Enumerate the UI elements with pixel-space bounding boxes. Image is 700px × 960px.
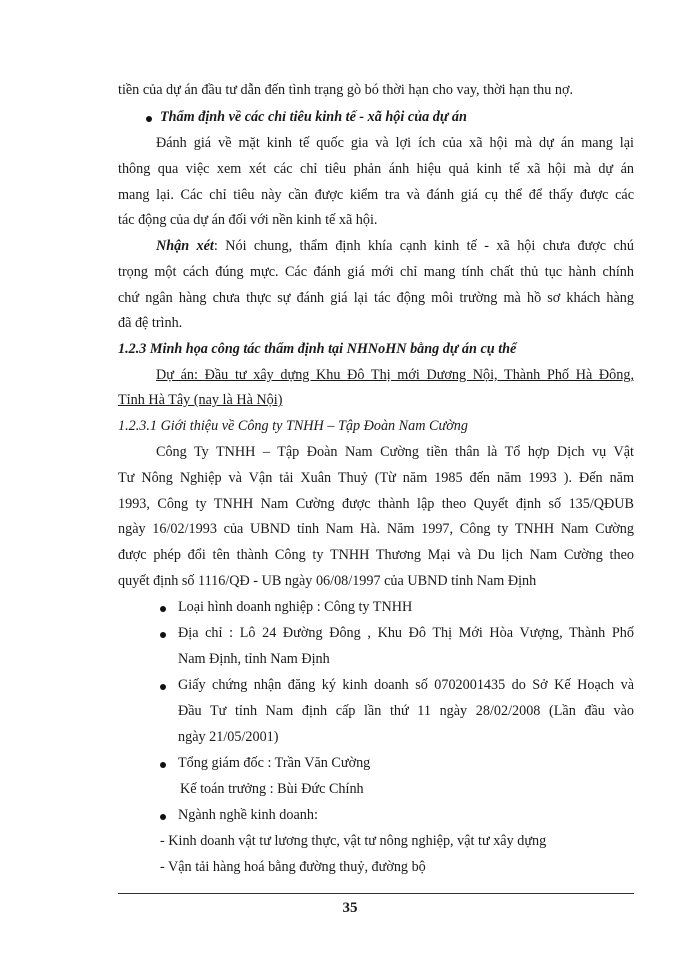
paragraph-line: đã đệ trình.: [118, 315, 183, 331]
list-item-continuation: ngày 21/05/2001): [178, 729, 279, 745]
paragraph-line: Công Ty TNHH – Tập Đoàn Nam Cường tiền thân là Tổ hợp Dịch vụ Vật: [156, 444, 634, 460]
bullet-icon: [160, 814, 166, 820]
subsubsection-heading: 1.2.3.1 Giới thiệu về Công ty TNHH – Tập Đoàn Nam Cường: [118, 418, 468, 434]
footer-divider: [118, 893, 634, 894]
bullet-icon: [146, 116, 152, 122]
list-item-continuation: Nam Định, tỉnh Nam Định: [178, 651, 330, 667]
dash-item: - Kinh doanh vật tư lương thực, vật tư nông nghiệp, vật tư xây dựng: [160, 833, 547, 849]
bullet-icon: [160, 606, 166, 612]
list-item-continuation: Kế toán trưởng : Bùi Đức Chính: [180, 781, 364, 797]
paragraph-line: thông qua việc xem xét các chỉ tiêu phản ánh hiệu quả kinh tế xã hội mà dự án: [118, 161, 634, 177]
paragraph-line: quyết định số 1116/QĐ - UB ngày 06/08/1997 của UBND tỉnh Nam Định: [118, 573, 537, 589]
paragraph-line: mang lại. Các chỉ tiêu này cần được kiểm tra và đánh giá cụ thể để thấy được các: [118, 187, 634, 203]
list-item: Giấy chứng nhận đăng ký kinh doanh số 0702001435 do Sở Kế Hoạch và: [178, 677, 634, 693]
list-item: Ngành nghề kinh doanh:: [178, 807, 318, 823]
paragraph-line: 1993, Công ty TNHH Nam Cường được thành lập theo Quyết định số 135/QĐUB: [118, 496, 634, 512]
paragraph-line: tác động của dự án đối với nền kinh tế xã hội.: [118, 212, 378, 228]
paragraph-line: tiền của dự án đầu tư dẫn đến tình trạng gò bó thời hạn cho vay, thời hạn thu nợ.: [118, 82, 574, 98]
list-item-continuation: Đầu Tư tỉnh Nam định cấp lần thứ 11 ngày 28/02/2008 (Lần đầu vào: [178, 703, 634, 719]
section-heading: Thẩm định về các chỉ tiêu kinh tế - xã hội của dự án: [160, 109, 467, 125]
project-title-line: Tỉnh Hà Tây (nay là Hà Nội): [118, 392, 283, 408]
paragraph-line: Đánh giá về mặt kinh tế quốc gia và lợi ích của xã hội mà dự án mang lại: [156, 135, 634, 151]
bullet-icon: [160, 632, 166, 638]
paragraph-line: trọng một cách đúng mực. Các đánh giá mới chỉ mang tính chất thủ tục hành chính: [118, 264, 634, 280]
paragraph-line: chứ ngân hàng chưa thực sự đánh giá lại tác động môi trường mà hồ sơ khách hàng: [118, 290, 634, 306]
bullet-icon: [160, 762, 166, 768]
dash-item: - Vận tải hàng hoá bằng đường thuỷ, đường bộ: [160, 859, 426, 875]
subsection-heading: 1.2.3 Minh họa công tác thẩm định tại NHNoHN bằng dự án cụ thể: [118, 341, 517, 357]
remark-line: [118, 237, 634, 255]
page-number: 35: [342, 900, 358, 916]
paragraph-line: ngày 16/02/1993 của UBND tỉnh Nam Hà. Năm 1997, Công ty TNHH Nam Cường: [118, 521, 634, 537]
paragraph-line: Tư Nông Nghiệp và Vận tải Xuân Thuỷ (Từ năm 1985 đến năm 1993 ). Đến năm: [118, 470, 634, 486]
list-item: Tổng giám đốc : Trần Văn Cường: [178, 755, 371, 771]
list-item: Địa chỉ : Lô 24 Đường Đông , Khu Đô Thị Mới Hòa Vượng, Thành Phố: [178, 625, 634, 641]
remark-text: : Nói chung, thẩm định khía cạnh kinh tế - xã hội chưa được chú: [213, 238, 634, 254]
paragraph-line: được phép đổi tên thành Công ty TNHH Thương Mại và Du lịch Nam Cường theo: [118, 547, 634, 563]
remark-label: Nhận xét: [156, 238, 214, 254]
list-item: Loại hình doanh nghiệp : Công ty TNHH: [178, 599, 413, 615]
project-title-line: Dự án: Đầu tư xây dựng Khu Đô Thị mới Dương Nội, Thành Phố Hà Đông,: [156, 367, 634, 383]
bullet-icon: [160, 684, 166, 690]
